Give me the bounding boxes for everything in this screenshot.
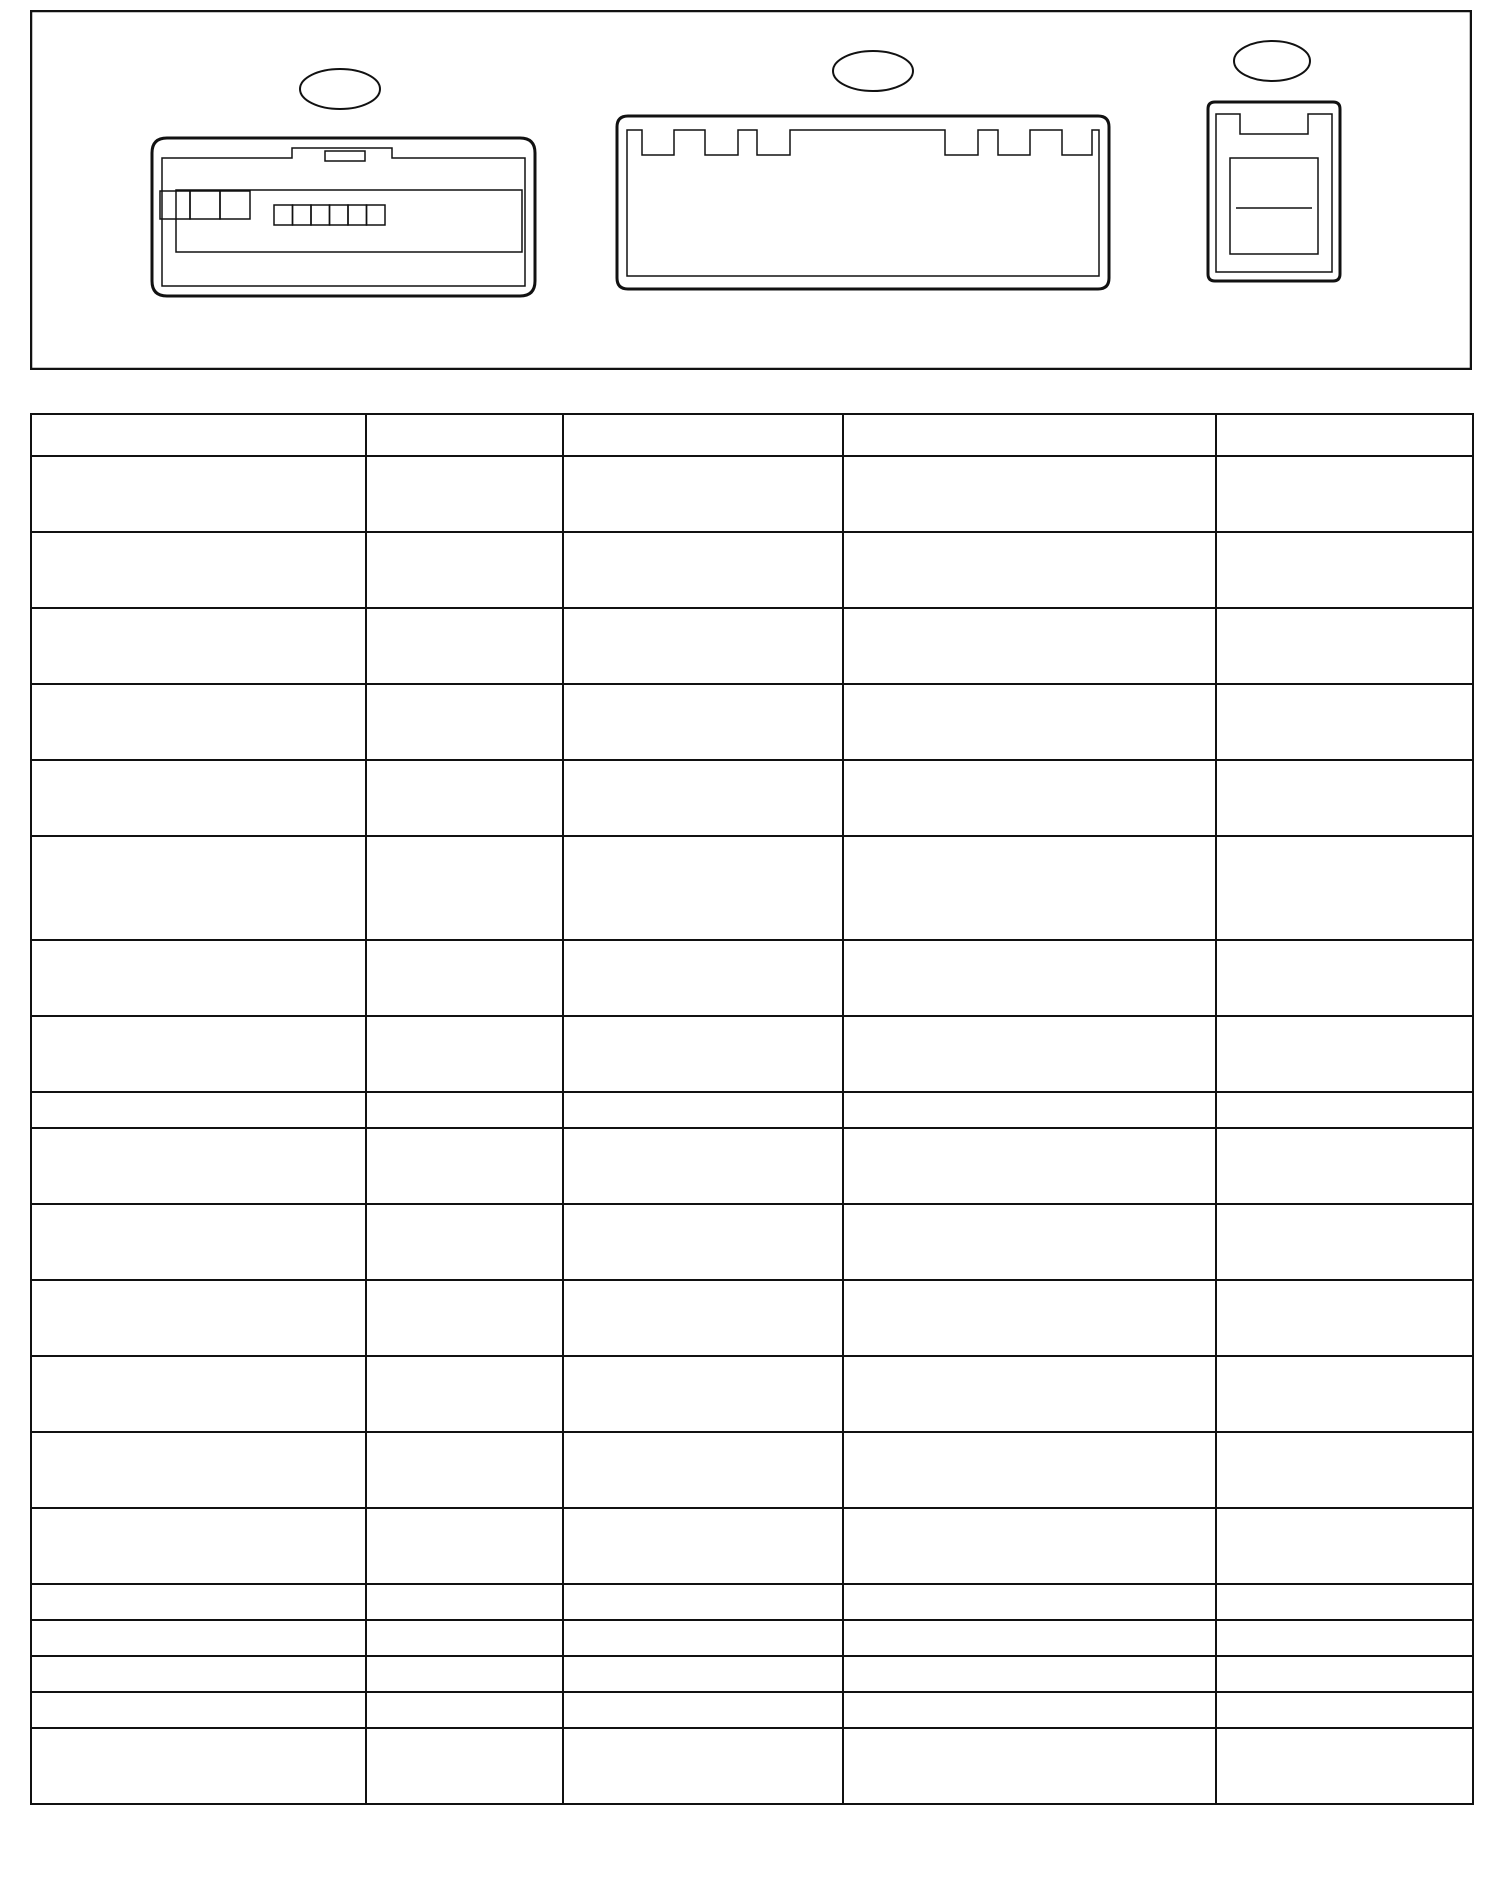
header-specification (1216, 414, 1473, 456)
table-row (31, 1356, 1473, 1432)
cell-condition (843, 1584, 1216, 1620)
cell-description (563, 532, 843, 608)
cell-specification (1216, 1280, 1473, 1356)
cell-specification (1216, 1656, 1473, 1692)
table-row (31, 1280, 1473, 1356)
cell-condition (843, 1692, 1216, 1728)
cell-wiring-color (366, 456, 563, 532)
cell-wiring-color (366, 1620, 563, 1656)
table-header-row (31, 414, 1473, 456)
cell-specification (1216, 532, 1473, 608)
cell-condition (843, 1128, 1216, 1204)
cell-specification (1216, 940, 1473, 1016)
cell-condition (843, 608, 1216, 684)
cell-condition (843, 760, 1216, 836)
cell-specification (1216, 1092, 1473, 1128)
cell-wiring-color (366, 1280, 563, 1356)
table-row (31, 684, 1473, 760)
cell-symbol (31, 1356, 366, 1432)
pin-cell (274, 205, 293, 225)
pin-cell (160, 191, 190, 219)
cell-wiring-color (366, 1016, 563, 1092)
table-row (31, 1656, 1473, 1692)
cell-description (563, 608, 843, 684)
cell-description (563, 1620, 843, 1656)
connector-m4 (617, 51, 1109, 289)
cell-wiring-color (366, 684, 563, 760)
cell-specification (1216, 1204, 1473, 1280)
table-row (31, 1432, 1473, 1508)
table-row (31, 608, 1473, 684)
cell-condition (843, 1656, 1216, 1692)
cell-description (563, 1356, 843, 1432)
table-row (31, 1728, 1473, 1804)
cell-wiring-color (366, 1204, 563, 1280)
cell-wiring-color (366, 760, 563, 836)
cell-symbol (31, 1016, 366, 1092)
cell-symbol (31, 456, 366, 532)
cell-symbol (31, 1432, 366, 1508)
cell-description (563, 1692, 843, 1728)
connector-diagram (30, 10, 1472, 370)
cell-symbol (31, 1204, 366, 1280)
cell-symbol (31, 684, 366, 760)
cell-wiring-color (366, 940, 563, 1016)
cell-specification (1216, 836, 1473, 940)
cell-description (563, 1432, 843, 1508)
cell-description (563, 836, 843, 940)
cell-symbol (31, 608, 366, 684)
cell-wiring-color (366, 608, 563, 684)
cell-specification (1216, 1508, 1473, 1584)
cell-condition (843, 1356, 1216, 1432)
cell-condition (843, 532, 1216, 608)
cell-description (563, 1128, 843, 1204)
cell-symbol (31, 760, 366, 836)
cell-wiring-color (366, 1432, 563, 1508)
pin-cell (367, 205, 386, 225)
table-row (31, 1508, 1473, 1584)
cell-wiring-color (366, 1092, 563, 1128)
table-row (31, 532, 1473, 608)
cell-wiring-color (366, 1728, 563, 1804)
cell-condition (843, 1620, 1216, 1656)
pin-cell (330, 205, 349, 225)
cell-condition (843, 836, 1216, 940)
connector-m4-outer-shell (617, 116, 1109, 289)
cell-description (563, 1584, 843, 1620)
cell-symbol (31, 1128, 366, 1204)
cell-specification (1216, 608, 1473, 684)
table-row (31, 1016, 1473, 1092)
cell-condition (843, 456, 1216, 532)
cell-description (563, 760, 843, 836)
header-condition (843, 414, 1216, 456)
cell-description (563, 1508, 843, 1584)
cell-symbol (31, 1728, 366, 1804)
cell-specification (1216, 1016, 1473, 1092)
cell-specification (1216, 456, 1473, 532)
cell-symbol (31, 1092, 366, 1128)
cell-symbol (31, 1656, 366, 1692)
cell-description (563, 456, 843, 532)
cell-condition (843, 1280, 1216, 1356)
table-row (31, 1204, 1473, 1280)
connector-m4-label-oval (833, 51, 913, 91)
table-row (31, 1584, 1473, 1620)
cell-description (563, 684, 843, 760)
cell-symbol (31, 532, 366, 608)
cell-description (563, 1016, 843, 1092)
cell-condition (843, 1432, 1216, 1508)
cell-specification (1216, 1620, 1473, 1656)
cell-specification (1216, 1584, 1473, 1620)
cell-specification (1216, 1432, 1473, 1508)
cell-condition (843, 940, 1216, 1016)
cell-condition (843, 1728, 1216, 1804)
cell-description (563, 1656, 843, 1692)
cell-wiring-color (366, 1356, 563, 1432)
table-row (31, 1092, 1473, 1128)
cell-description (563, 1092, 843, 1128)
table-row (31, 1620, 1473, 1656)
cell-symbol (31, 836, 366, 940)
cell-wiring-color (366, 532, 563, 608)
cell-symbol (31, 1508, 366, 1584)
cell-wiring-color (366, 1656, 563, 1692)
cell-wiring-color (366, 1508, 563, 1584)
cell-wiring-color (366, 1128, 563, 1204)
table-row (31, 760, 1473, 836)
cell-specification (1216, 760, 1473, 836)
cell-condition (843, 1016, 1216, 1092)
cell-symbol (31, 1692, 366, 1728)
connector-m3-inner-shell (162, 148, 525, 286)
pin-cell (293, 205, 312, 225)
cell-description (563, 1204, 843, 1280)
pin-cell (311, 205, 330, 225)
connector-m3-lock-tab (325, 151, 365, 161)
cell-specification (1216, 684, 1473, 760)
cell-wiring-color (366, 1692, 563, 1728)
header-terminal-description (563, 414, 843, 456)
connector-m5-inner-shell (1216, 114, 1332, 272)
connector-m3-terminal-block (176, 190, 522, 252)
header-symbols (31, 414, 366, 456)
connector-diagram-svg (30, 10, 1472, 370)
table-row (31, 836, 1473, 940)
terminal-table (30, 413, 1474, 1805)
cell-symbol (31, 1620, 366, 1656)
cell-description (563, 1280, 843, 1356)
cell-symbol (31, 940, 366, 1016)
connector-m5 (1208, 41, 1340, 281)
cell-description (563, 940, 843, 1016)
cell-condition (843, 1092, 1216, 1128)
header-wiring-color (366, 414, 563, 456)
cell-symbol (31, 1584, 366, 1620)
table-row (31, 456, 1473, 532)
cell-condition (843, 1204, 1216, 1280)
table-body (31, 456, 1473, 1804)
cell-specification (1216, 1728, 1473, 1804)
cell-condition (843, 1508, 1216, 1584)
pin-cell (190, 191, 220, 219)
connector-m3-label-oval (300, 69, 380, 109)
connector-m5-terminal-block (1230, 158, 1318, 254)
connector-m4-inner-shell (627, 130, 1099, 276)
cell-description (563, 1728, 843, 1804)
pin-cell (348, 205, 367, 225)
cell-specification (1216, 1356, 1473, 1432)
connector-m5-label-oval (1234, 41, 1310, 81)
table-row (31, 1692, 1473, 1728)
pin-cell (220, 191, 250, 219)
cell-specification (1216, 1692, 1473, 1728)
connector-m3 (152, 69, 535, 296)
table-row (31, 1128, 1473, 1204)
cell-wiring-color (366, 1584, 563, 1620)
cell-symbol (31, 1280, 366, 1356)
cell-specification (1216, 1128, 1473, 1204)
cell-condition (843, 684, 1216, 760)
table-row (31, 940, 1473, 1016)
cell-wiring-color (366, 836, 563, 940)
